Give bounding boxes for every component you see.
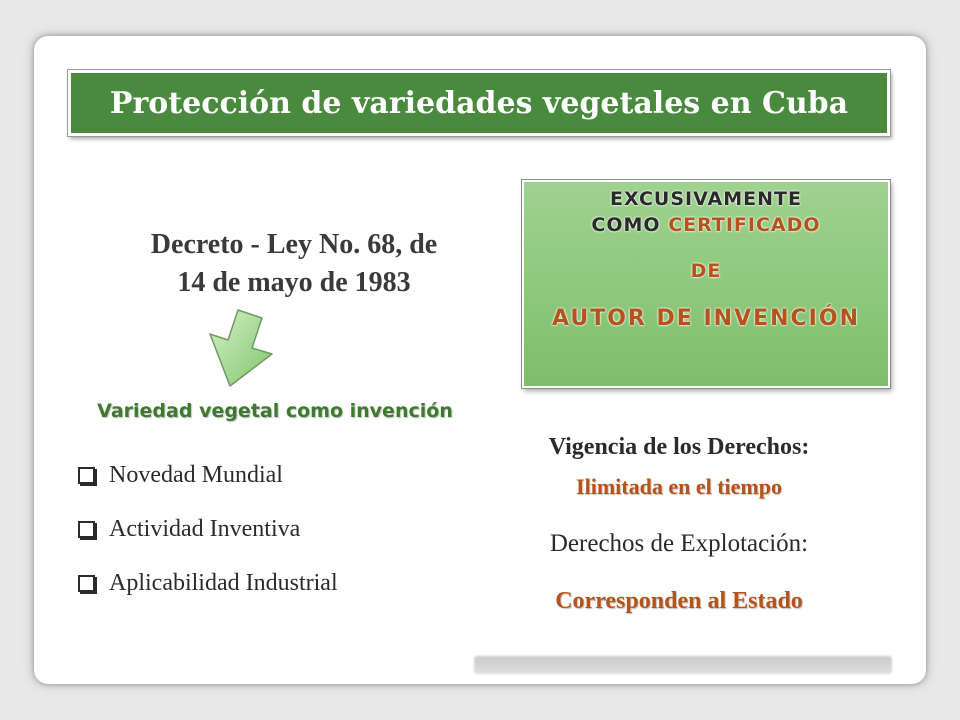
list-item xyxy=(78,456,498,494)
title-banner xyxy=(68,70,890,136)
list-item xyxy=(78,510,498,548)
certificate-line-3: DE xyxy=(690,260,722,282)
decree-line-2: 14 de mayo de 1983 xyxy=(177,267,411,298)
certificate-box xyxy=(522,180,890,388)
certificate-como: COMO xyxy=(591,214,669,236)
exploitation-label: Derechos de Explotación: xyxy=(549,530,809,557)
footer-bar xyxy=(474,656,892,674)
down-arrow-icon xyxy=(196,306,286,390)
list-item xyxy=(78,564,498,602)
checkbox-bullet-icon xyxy=(78,467,95,484)
requirement-label: Actividad Inventiva xyxy=(109,515,301,542)
exploitation-value: Corresponden al Estado xyxy=(555,588,803,614)
variety-heading: Variedad vegetal como invención xyxy=(97,400,453,422)
requirement-label: Novedad Mundial xyxy=(109,461,283,488)
certificate-line-2 xyxy=(524,212,888,238)
decree-line-1: Decreto - Ley No. 68, de xyxy=(150,229,438,260)
certificate-line-1: EXCUSIVAMENTE xyxy=(610,188,802,210)
certificate-line-4: AUTOR DE INVENCIÓN xyxy=(552,306,860,331)
validity-value: Ilimitada en el tiempo xyxy=(576,474,782,499)
certificate-certificado: CERTIFICADO xyxy=(668,214,821,236)
slide-title: Protección de variedades vegetales en Cuba xyxy=(109,85,849,121)
decree-text xyxy=(84,226,504,302)
requirement-label: Aplicabilidad Industrial xyxy=(109,569,338,596)
requirements-list xyxy=(78,456,498,618)
checkbox-bullet-icon xyxy=(78,575,95,592)
validity-label: Vigencia de los Derechos: xyxy=(548,434,810,460)
checkbox-bullet-icon xyxy=(78,521,95,538)
